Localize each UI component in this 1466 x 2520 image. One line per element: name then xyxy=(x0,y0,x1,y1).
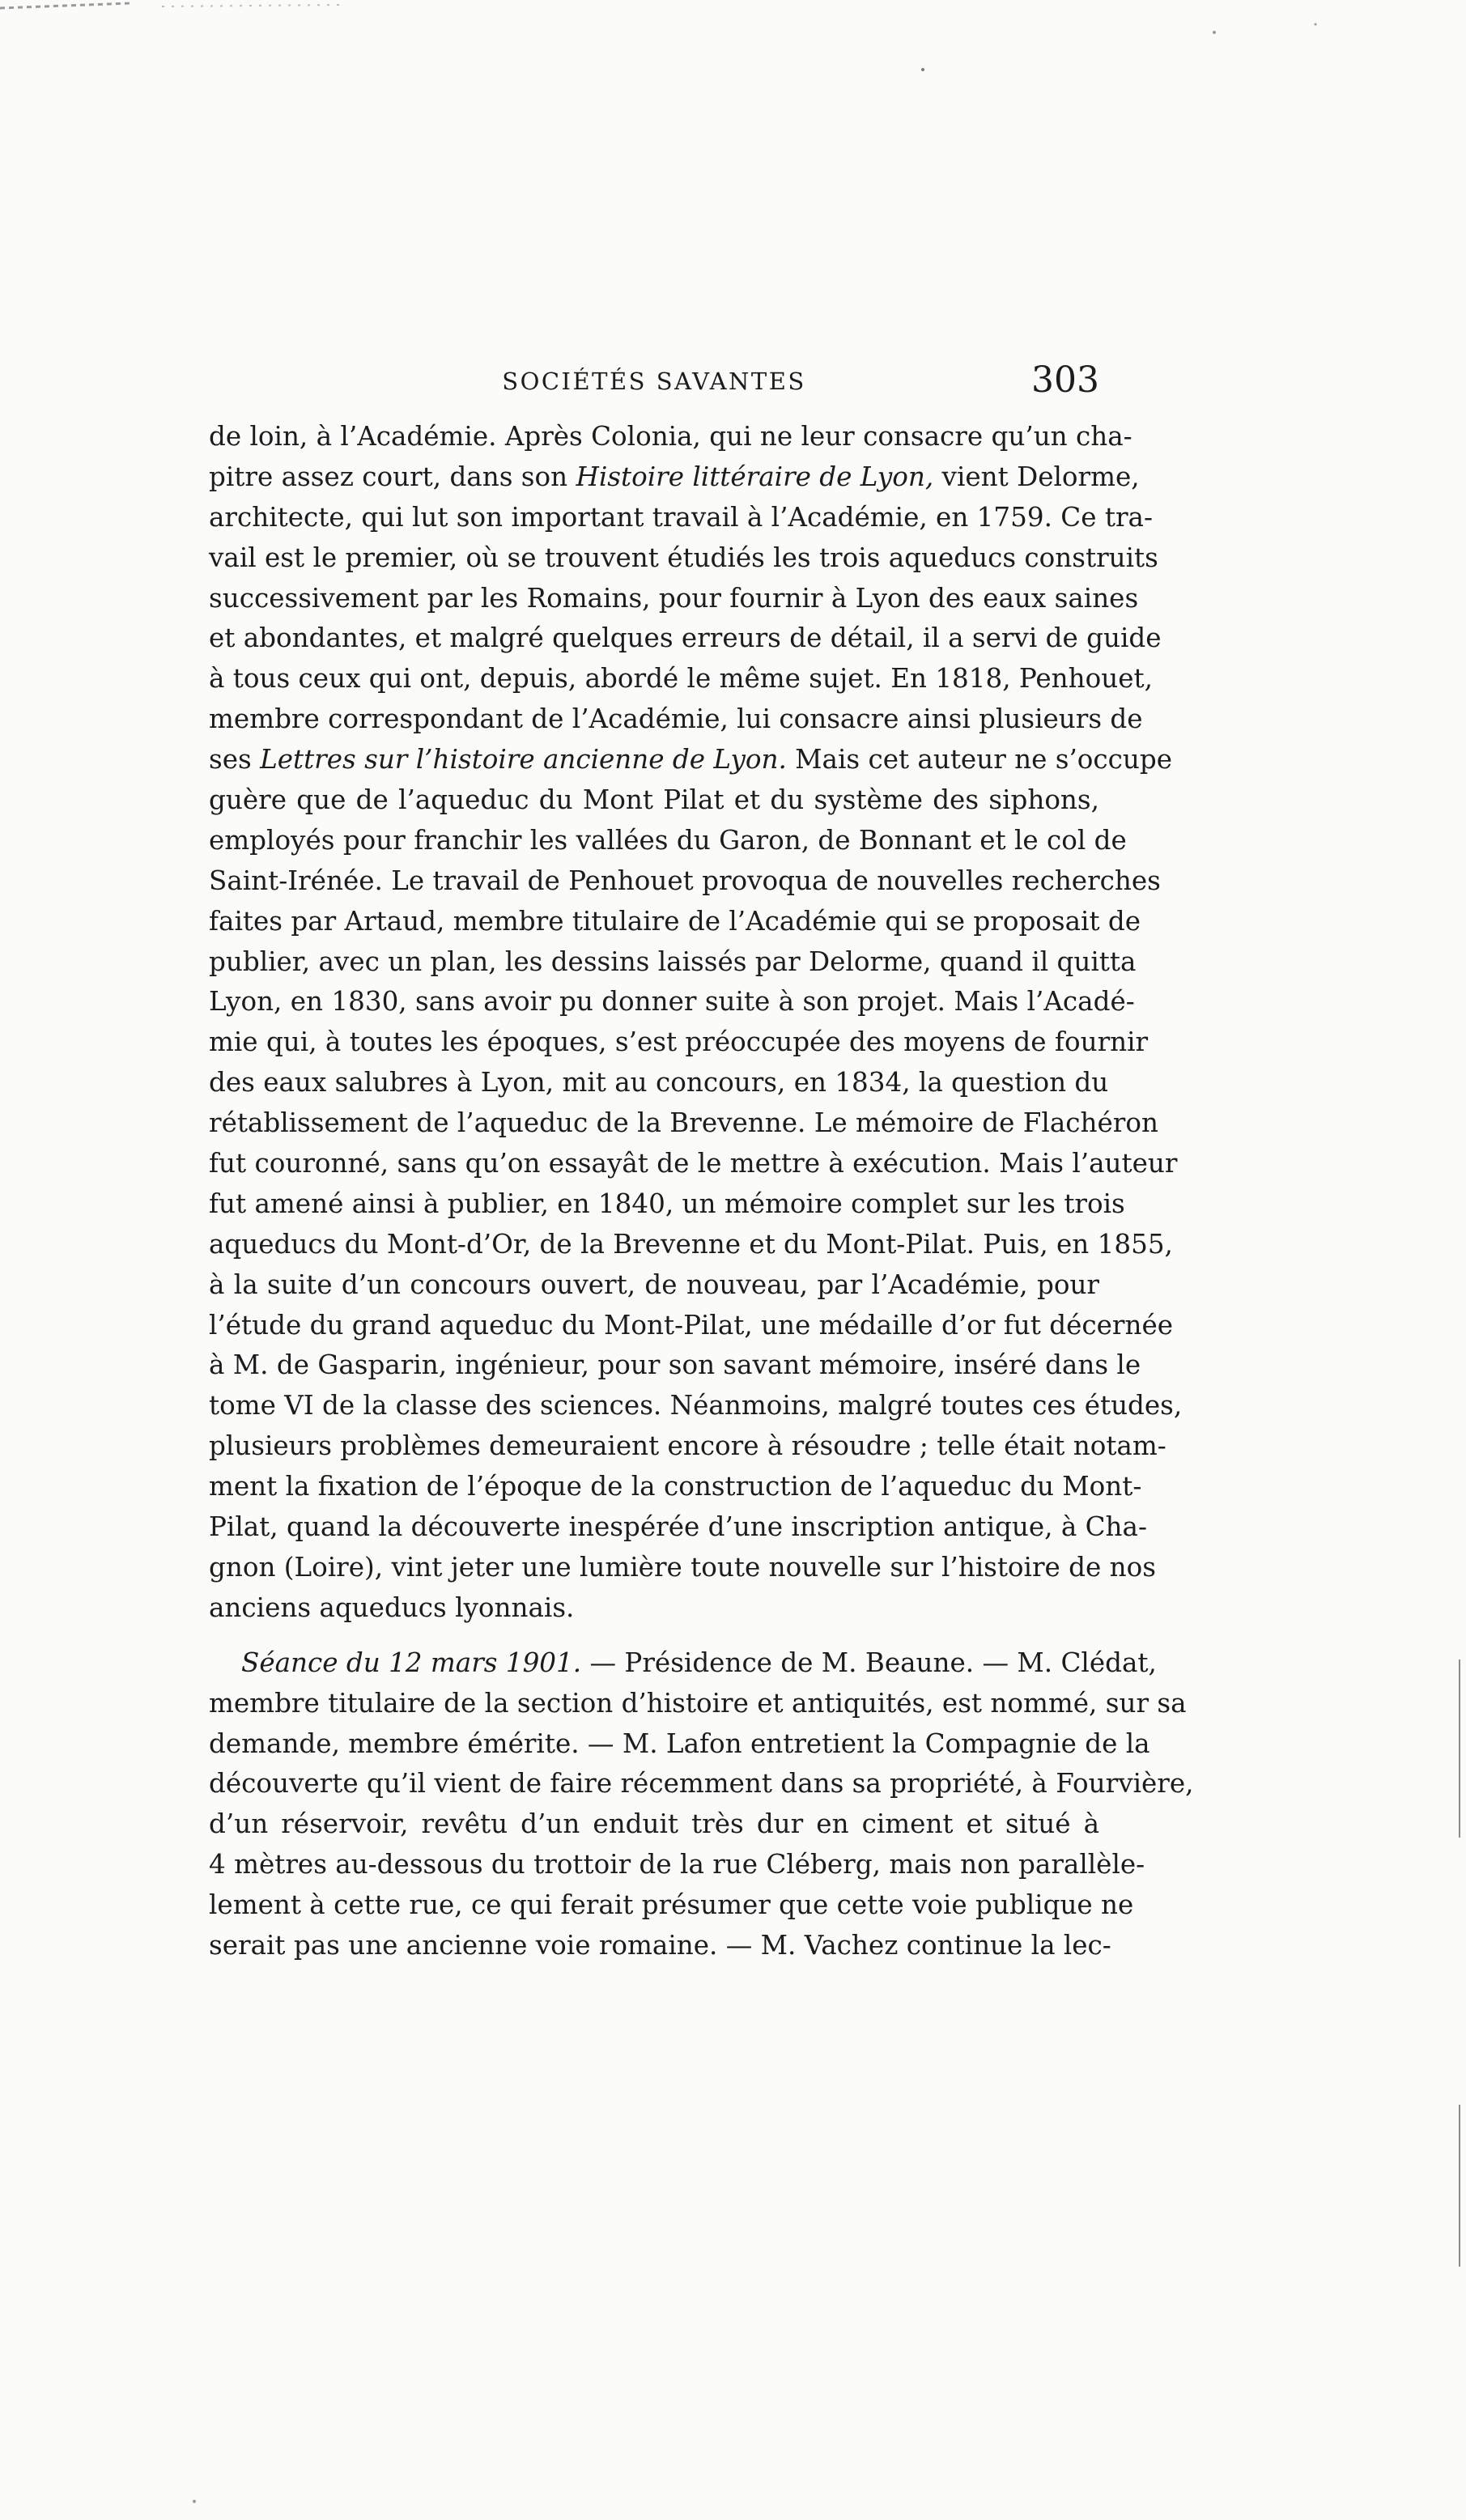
scan-edge-mark xyxy=(0,3,130,8)
text-segment: Mais cet auteur ne s’occupe xyxy=(786,744,1173,776)
scan-speck xyxy=(921,68,924,71)
text-segment: vient Delorme, xyxy=(933,461,1140,492)
text-line: des eaux salubres à Lyon, mit au concours, en 1834, la question du xyxy=(209,1067,1109,1099)
text-line xyxy=(209,740,1173,780)
text-segment: — Présidence de M. Beaune. — M. Clédat, xyxy=(581,1647,1157,1678)
text-line: serait pas une ancienne voie romaine. — M. Vachez continue la lec- xyxy=(209,1929,1111,1961)
body-text xyxy=(209,417,1194,1966)
text-line: architecte, qui lut son important travail à l’Académie, en 1759. Ce tra- xyxy=(209,501,1153,533)
text-segment: ses xyxy=(209,744,261,776)
paragraph-seance xyxy=(209,1643,1194,1966)
text-line: membre correspondant de l’Académie, lui consacre ainsi plusieurs de xyxy=(209,703,1143,735)
text-line: à la suite d’un concours ouvert, de nouveau, par l’Académie, pour xyxy=(209,1268,1099,1300)
text-line: à tous ceux qui ont, depuis, abordé le même sujet. En 1818, Penhouet, xyxy=(209,663,1153,695)
italic-title: Histoire littéraire de Lyon, xyxy=(576,461,934,492)
text-line: rétablissement de l’aqueduc de la Brevenne. Le mémoire de Flachéron xyxy=(209,1107,1158,1139)
text-line: mie qui, à toutes les époques, s’est préoccupée des moyens de fournir xyxy=(209,1026,1149,1058)
text-line: faites par Artaud, membre titulaire de l’Académie qui se proposait de xyxy=(209,905,1141,937)
scan-edge-mark xyxy=(162,5,340,6)
text-line: guère que de l’aqueduc du Mont Pilat et du système des siphons, xyxy=(209,784,1099,816)
text-line: aqueducs du Mont-d’Or, de la Brevenne et du Mont-Pilat. Puis, en 1855, xyxy=(209,1228,1173,1260)
text-line: l’étude du grand aqueduc du Mont-Pilat, une médaille d’or fut décernée xyxy=(209,1309,1174,1341)
text-line: d’un réservoir, revêtu d’un enduit très dur en ciment et situé à xyxy=(209,1808,1099,1840)
italic-title: Lettres sur l’histoire ancienne de Lyon. xyxy=(260,744,787,776)
scan-speck xyxy=(193,2500,196,2503)
scan-speck xyxy=(1315,23,1317,26)
text-line: gnon (Loire), vint jeter une lumière toute nouvelle sur l’histoire de nos xyxy=(209,1551,1156,1583)
text-line: membre titulaire de la section d’histoire et antiquités, est nommé, sur sa xyxy=(209,1687,1187,1719)
text-line: et abondantes, et malgré quelques erreurs de détail, il a servi de guide xyxy=(209,623,1162,654)
text-line: Lyon, en 1830, sans avoir pu donner suite à son projet. Mais l’Acadé- xyxy=(209,986,1135,1018)
text-line: de loin, à l’Académie. Après Colonia, qui ne leur consacre qu’un cha- xyxy=(209,421,1132,452)
text-line: anciens aqueducs lyonnais. xyxy=(209,1591,575,1623)
text-line: à M. de Gasparin, ingénieur, pour son savant mémoire, inséré dans le xyxy=(209,1349,1141,1381)
text-line xyxy=(209,1643,1157,1684)
text-line: plusieurs problèmes demeuraient encore à résoudre ; telle était notam- xyxy=(209,1430,1166,1462)
running-head xyxy=(209,359,1099,405)
paragraph-1 xyxy=(209,417,1183,1629)
text-line: lement à cette rue, ce qui ferait présumer que cette voie publique ne xyxy=(209,1889,1134,1921)
scan-speck xyxy=(1213,31,1216,34)
text-line: demande, membre émérite. — M. Lafon entretient la Compagnie de la xyxy=(209,1727,1150,1759)
seance-label: Séance du 12 mars 1901. xyxy=(241,1647,582,1678)
text-line: tome VI de la classe des sciences. Néanmoins, malgré toutes ces études, xyxy=(209,1390,1183,1421)
text-line: vail est le premier, où se trouvent étudiés les trois aqueducs construits xyxy=(209,542,1158,573)
text-line: Pilat, quand la découverte inespérée d’une inscription antique, à Cha- xyxy=(209,1511,1147,1543)
text-segment: pitre assez court, dans son xyxy=(209,461,576,492)
text-line: 4 mètres au-dessous du trottoir de la rue Cléberg, mais non parallèle- xyxy=(209,1849,1145,1880)
text-line: Saint-Irénée. Le travail de Penhouet provoqua de nouvelles recherches xyxy=(209,865,1161,896)
text-line: employés pour franchir les vallées du Garon, de Bonnant et le col de xyxy=(209,824,1127,856)
text-line: découverte qu’il vient de faire récemment dans sa propriété, à Fourvière, xyxy=(209,1768,1194,1800)
text-line: fut couronné, sans qu’on essayât de le mettre à exécution. Mais l’auteur xyxy=(209,1148,1178,1179)
running-title: SOCIÉTÉS SAVANTES xyxy=(502,368,806,395)
page-number: 303 xyxy=(1031,359,1099,401)
text-line: ment la fixation de l’époque de la construction de l’aqueduc du Mont- xyxy=(209,1471,1142,1502)
text-line: publier, avec un plan, les dessins laissés par Delorme, quand il quitta xyxy=(209,946,1137,977)
text-line xyxy=(209,457,1140,498)
text-line: fut amené ainsi à publier, en 1840, un mémoire complet sur les trois xyxy=(209,1188,1125,1219)
text-line: successivement par les Romains, pour fournir à Lyon des eaux saines xyxy=(209,582,1139,614)
